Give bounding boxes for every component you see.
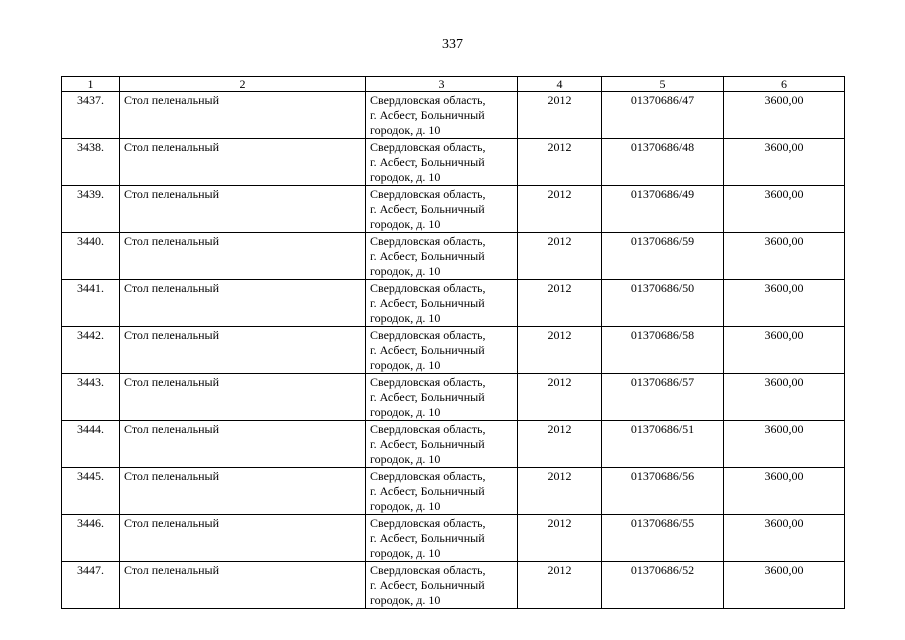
address-line-3: городок, д. 10 xyxy=(370,123,441,137)
address-line-2: г. Асбест, Больничный xyxy=(370,578,485,592)
address-line-3: городок, д. 10 xyxy=(370,311,441,325)
table-row xyxy=(62,327,845,374)
column-header-3: 3 xyxy=(366,77,518,92)
item-name-cell: Стол пеленальный xyxy=(120,280,366,327)
item-name-cell: Стол пеленальный xyxy=(120,421,366,468)
year-cell: 2012 xyxy=(518,280,602,327)
amount-cell: 3600,00 xyxy=(724,374,845,421)
year-cell: 2012 xyxy=(518,468,602,515)
address-line-3: городок, д. 10 xyxy=(370,452,441,466)
address-line-2: г. Асбест, Больничный xyxy=(370,155,485,169)
year-cell: 2012 xyxy=(518,233,602,280)
item-name-cell: Стол пеленальный xyxy=(120,186,366,233)
column-header-1: 1 xyxy=(62,77,120,92)
amount-cell: 3600,00 xyxy=(724,233,845,280)
amount-cell: 3600,00 xyxy=(724,515,845,562)
address-line-1: Свердловская область, xyxy=(370,422,486,436)
amount-cell: 3600,00 xyxy=(724,421,845,468)
address-line-2: г. Асбест, Больничный xyxy=(370,484,485,498)
year-cell: 2012 xyxy=(518,186,602,233)
address-line-1: Свердловская область, xyxy=(370,140,486,154)
page-number: 337 xyxy=(442,37,463,52)
address-line-3: городок, д. 10 xyxy=(370,170,441,184)
year-cell: 2012 xyxy=(518,327,602,374)
table-row xyxy=(62,233,845,280)
item-name-cell: Стол пеленальный xyxy=(120,515,366,562)
address-cell xyxy=(366,139,518,186)
address-line-3: городок, д. 10 xyxy=(370,217,441,231)
item-name-cell: Стол пеленальный xyxy=(120,327,366,374)
table-row xyxy=(62,186,845,233)
column-header-2: 2 xyxy=(120,77,366,92)
address-cell xyxy=(366,515,518,562)
address-line-1: Свердловская область, xyxy=(370,187,486,201)
row-number-cell: 3443. xyxy=(62,374,120,421)
amount-cell: 3600,00 xyxy=(724,280,845,327)
table-row xyxy=(62,421,845,468)
address-line-1: Свердловская область, xyxy=(370,281,486,295)
inventory-code-cell: 01370686/59 xyxy=(602,233,724,280)
address-line-1: Свердловская область, xyxy=(370,563,486,577)
amount-cell: 3600,00 xyxy=(724,92,845,139)
address-cell xyxy=(366,562,518,609)
address-line-1: Свердловская область, xyxy=(370,234,486,248)
address-cell xyxy=(366,468,518,515)
inventory-code-cell: 01370686/50 xyxy=(602,280,724,327)
address-line-2: г. Асбест, Больничный xyxy=(370,296,485,310)
address-line-3: городок, д. 10 xyxy=(370,546,441,560)
address-line-3: городок, д. 10 xyxy=(370,358,441,372)
table-row xyxy=(62,562,845,609)
address-line-1: Свердловская область, xyxy=(370,328,486,342)
item-name-cell: Стол пеленальный xyxy=(120,233,366,280)
address-line-2: г. Асбест, Больничный xyxy=(370,531,485,545)
address-line-2: г. Асбест, Больничный xyxy=(370,249,485,263)
amount-cell: 3600,00 xyxy=(724,327,845,374)
item-name-cell: Стол пеленальный xyxy=(120,468,366,515)
inventory-code-cell: 01370686/55 xyxy=(602,515,724,562)
address-cell xyxy=(366,233,518,280)
table-row xyxy=(62,139,845,186)
address-cell xyxy=(366,186,518,233)
inventory-code-cell: 01370686/51 xyxy=(602,421,724,468)
address-cell xyxy=(366,327,518,374)
row-number-cell: 3446. xyxy=(62,515,120,562)
table-row xyxy=(62,280,845,327)
address-line-1: Свердловская область, xyxy=(370,469,486,483)
year-cell: 2012 xyxy=(518,92,602,139)
item-name-cell: Стол пеленальный xyxy=(120,562,366,609)
table-body xyxy=(62,92,845,609)
address-line-3: городок, д. 10 xyxy=(370,593,441,607)
address-line-2: г. Асбест, Больничный xyxy=(370,437,485,451)
address-line-3: городок, д. 10 xyxy=(370,499,441,513)
row-number-cell: 3439. xyxy=(62,186,120,233)
address-line-1: Свердловская область, xyxy=(370,93,486,107)
table-header xyxy=(62,77,845,92)
inventory-code-cell: 01370686/52 xyxy=(602,562,724,609)
column-header-4: 4 xyxy=(518,77,602,92)
table-row xyxy=(62,515,845,562)
inventory-code-cell: 01370686/49 xyxy=(602,186,724,233)
address-cell xyxy=(366,92,518,139)
address-line-2: г. Асбест, Больничный xyxy=(370,108,485,122)
address-cell xyxy=(366,280,518,327)
row-number-cell: 3444. xyxy=(62,421,120,468)
inventory-code-cell: 01370686/47 xyxy=(602,92,724,139)
row-number-cell: 3445. xyxy=(62,468,120,515)
address-line-2: г. Асбест, Больничный xyxy=(370,202,485,216)
address-cell xyxy=(366,421,518,468)
table-row xyxy=(62,374,845,421)
address-line-2: г. Асбест, Больничный xyxy=(370,343,485,357)
inventory-code-cell: 01370686/48 xyxy=(602,139,724,186)
year-cell: 2012 xyxy=(518,374,602,421)
address-line-3: городок, д. 10 xyxy=(370,405,441,419)
inventory-code-cell: 01370686/56 xyxy=(602,468,724,515)
column-header-5: 5 xyxy=(602,77,724,92)
column-header-6: 6 xyxy=(724,77,845,92)
year-cell: 2012 xyxy=(518,562,602,609)
address-line-2: г. Асбест, Больничный xyxy=(370,390,485,404)
row-number-cell: 3441. xyxy=(62,280,120,327)
row-number-cell: 3440. xyxy=(62,233,120,280)
year-cell: 2012 xyxy=(518,421,602,468)
year-cell: 2012 xyxy=(518,139,602,186)
item-name-cell: Стол пеленальный xyxy=(120,92,366,139)
address-cell xyxy=(366,374,518,421)
row-number-cell: 3442. xyxy=(62,327,120,374)
address-line-1: Свердловская область, xyxy=(370,375,486,389)
item-name-cell: Стол пеленальный xyxy=(120,374,366,421)
inventory-table xyxy=(61,76,845,609)
table-row xyxy=(62,468,845,515)
amount-cell: 3600,00 xyxy=(724,186,845,233)
row-number-cell: 3438. xyxy=(62,139,120,186)
item-name-cell: Стол пеленальный xyxy=(120,139,366,186)
table-row xyxy=(62,92,845,139)
header-row xyxy=(62,77,845,92)
inventory-code-cell: 01370686/58 xyxy=(602,327,724,374)
amount-cell: 3600,00 xyxy=(724,468,845,515)
address-line-3: городок, д. 10 xyxy=(370,264,441,278)
address-line-1: Свердловская область, xyxy=(370,516,486,530)
amount-cell: 3600,00 xyxy=(724,562,845,609)
row-number-cell: 3437. xyxy=(62,92,120,139)
amount-cell: 3600,00 xyxy=(724,139,845,186)
year-cell: 2012 xyxy=(518,515,602,562)
row-number-cell: 3447. xyxy=(62,562,120,609)
inventory-code-cell: 01370686/57 xyxy=(602,374,724,421)
